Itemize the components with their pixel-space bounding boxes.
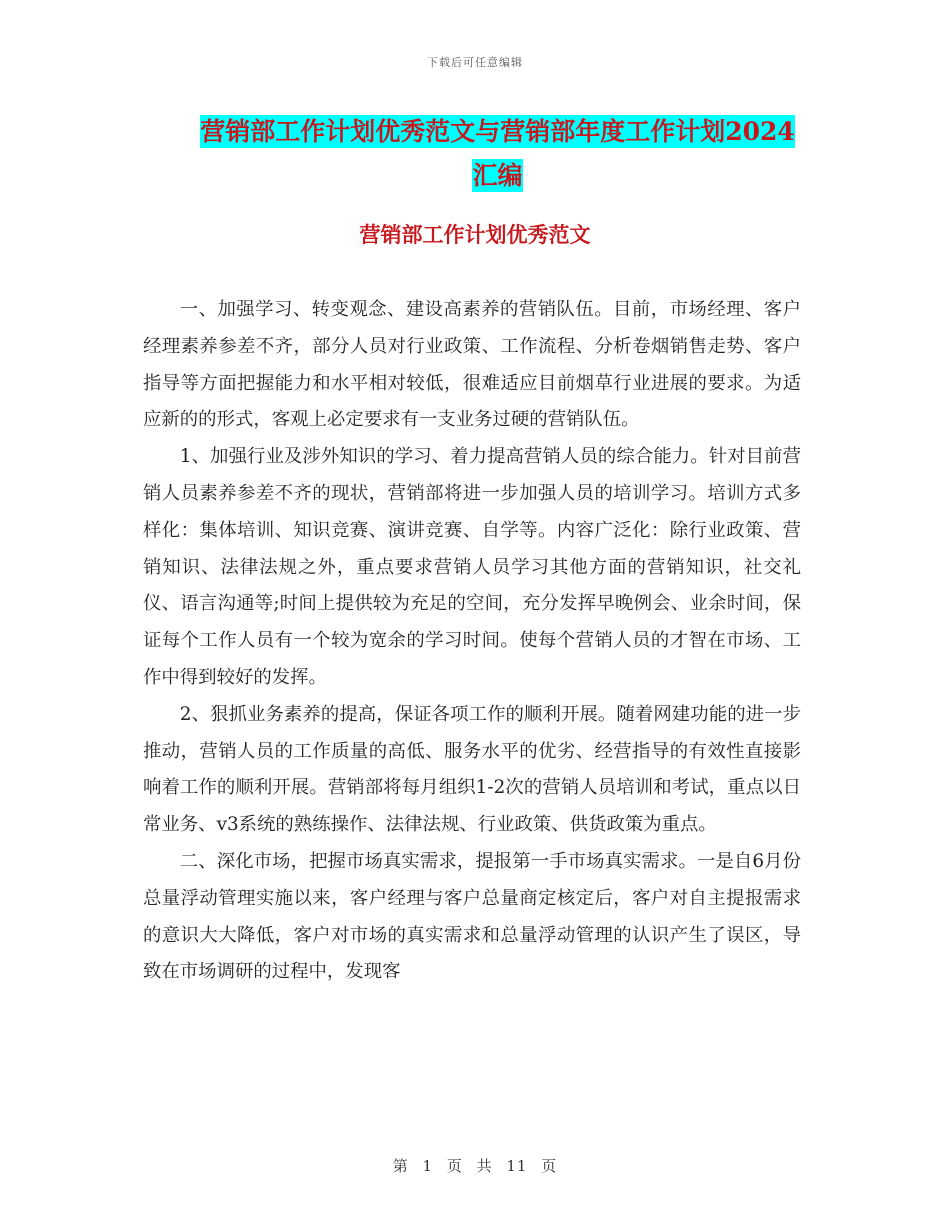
paragraph: 2、狠抓业务素养的提高，保证各项工作的顺利开展。随着网建功能的进一步推动，营销人员的工作质量的高低、服务水平的优劣、经营指导的有效性直接影响着工作的顺利开展。营销部将每月组织1-2次的营销人员培训和考试，重点以日常业务、v3系统的熟练操作、法律法规、行业政策、供货政策为重点。 xyxy=(143,703,801,836)
paragraph: 二、深化市场，把握市场真实需求，提报第一手市场真实需求。一是自6月份总量浮动管理实施以来，客户经理与客户总量商定核定后，客户对自主提报需求的意识大大降低，客户对市场的真实需求和总量浮动管理的认识产生了误区，导致在市场调研的过程中，发现客 xyxy=(143,850,801,983)
paragraph: 一、加强学习、转变观念、建设高素养的营销队伍。目前，市场经理、客户经理素养参差不齐，部分人员对行业政策、工作流程、分析卷烟销售走势、客户指导等方面把握能力和水平相对较低，很难适应目前烟草行业进展的要求。为适应新的的形式，客观上必定要求有一支业务过硬的营销队伍。 xyxy=(143,299,801,431)
document-title xyxy=(190,110,805,198)
paragraph: 1、加强行业及涉外知识的学习、着力提高营销人员的综合能力。针对目前营销人员素养参差不齐的现状，营销部将进一步加强人员的培训学习。培训方式多样化：集体培训、知识竞赛、演讲竞赛、自学等。内容广泛化：除行业政策、营销知识、法律法规之外，重点要求营销人员学习其他方面的营销知识，社交礼仪、语言沟通等;时间上提供较为充足的空间，充分发挥早晚例会、业余时间，保证每个工作人员有一个较为宽余的学习时间。使每个营销人员的才智在市场、工作中得到较好的发挥。 xyxy=(143,446,801,688)
document-title-text: 营销部工作计划优秀范文与营销部年度工作计划2024汇编 xyxy=(200,117,795,190)
page-number-footer: 第 1 页 共 11 页 xyxy=(392,1157,558,1175)
document-body xyxy=(143,292,801,991)
section-title: 营销部工作计划优秀范文 xyxy=(359,222,591,247)
header-note: 下载后可任意编辑 xyxy=(427,56,523,69)
